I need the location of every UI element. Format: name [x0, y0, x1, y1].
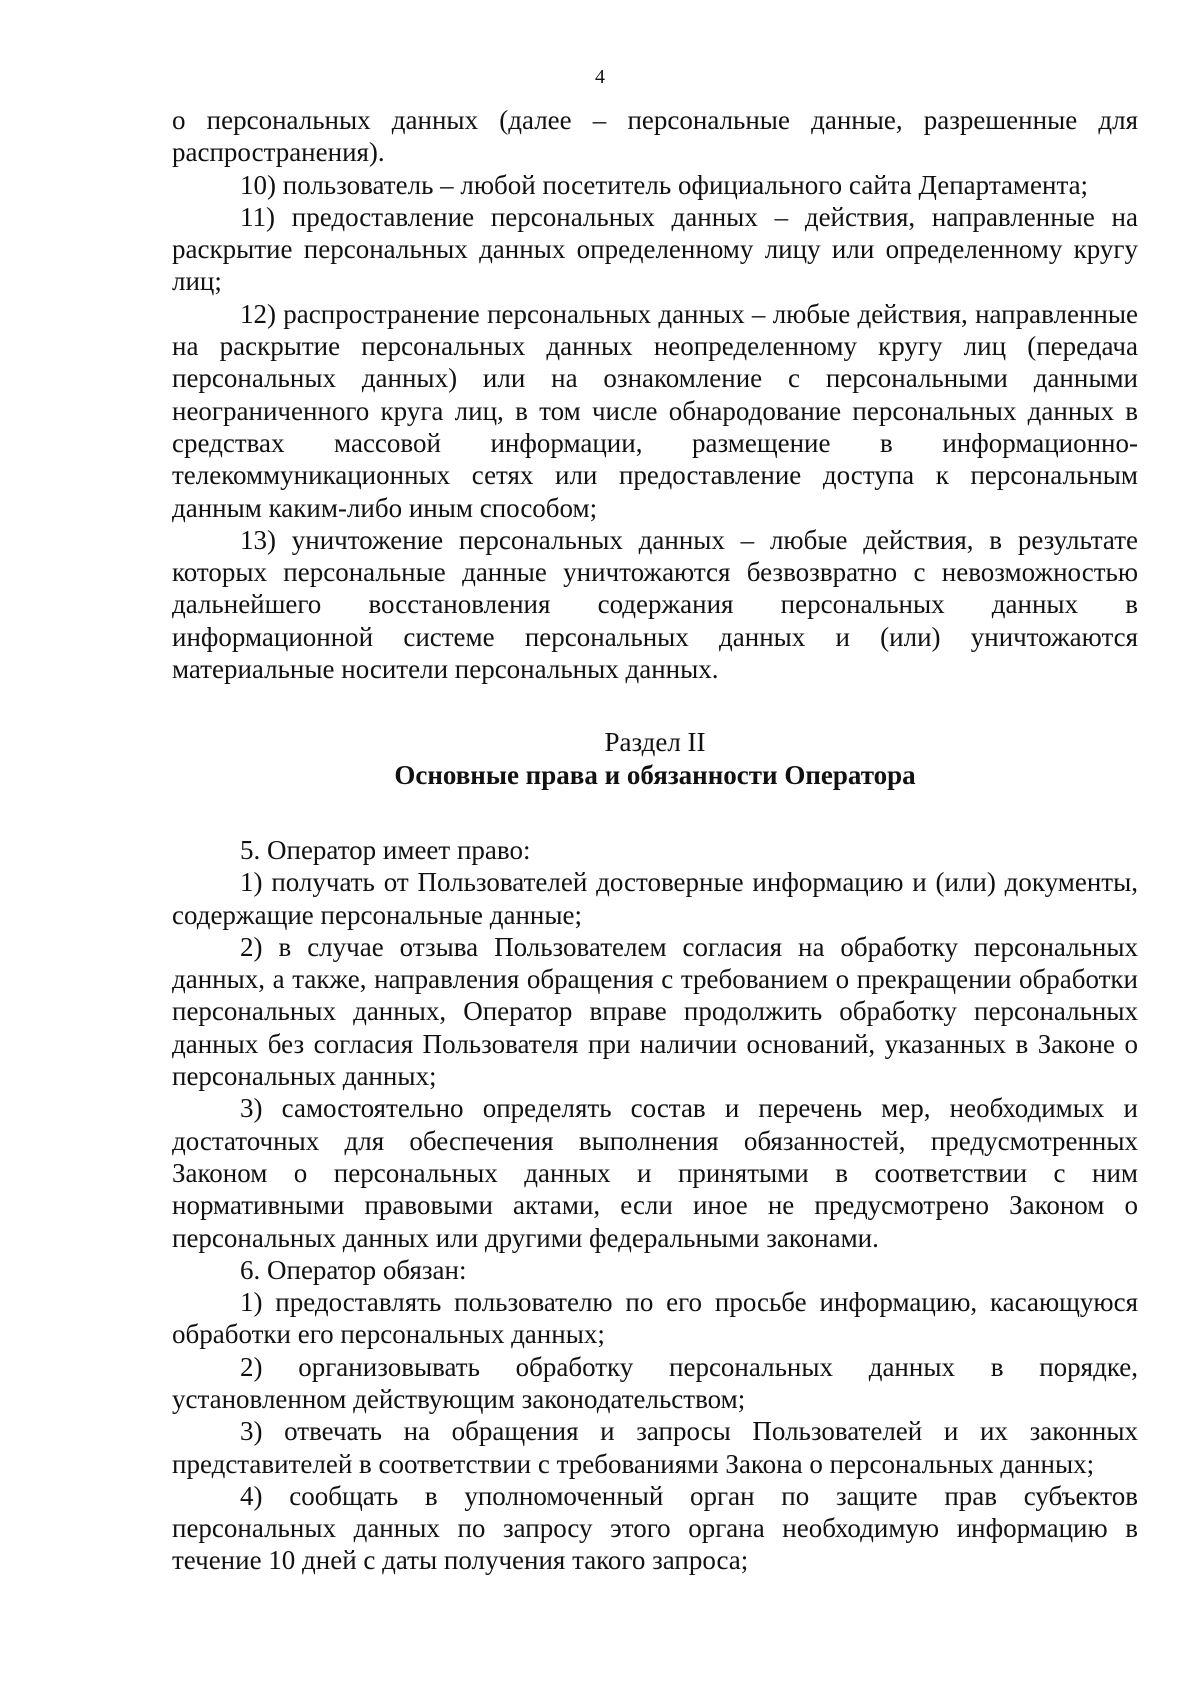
section-title: Основные права и обязанности Оператора: [394, 759, 916, 790]
definition-item-12: 12) распространение персональных данных – любые действия, направленные на раскрытие персональных данных неопределенному кругу лиц (передача персональных данных) или на ознакомление с персональными данными неограниченного круга лиц, в том числе обнародование персональных данных в средствах массовой информации, размещение в информационно-телекоммуникационных сетях или предоставление доступа к персональным данным каким-либо иным способом;: [172, 298, 1138, 523]
section-heading: [172, 726, 1138, 791]
duties-item-1: 1) предоставлять пользователю по его просьбе информацию, касающуюся обработки его персональных данных;: [172, 1287, 1138, 1350]
page-number: 4: [595, 66, 605, 88]
duties-item-3: 3) отвечать на обращения и запросы Пользователей и их законных представителей в соответствии с требованиями Закона о персональных данных;: [172, 1416, 1138, 1479]
duties-item-4: 4) сообщать в уполномоченный орган по защите прав субъектов персональных данных по запросу этого органа необходимую информацию в течение 10 дней с даты получения такого запроса;: [172, 1480, 1138, 1576]
duties-lead: 6. Оператор обязан:: [240, 1254, 467, 1285]
definition-item-10: 10) пользователь – любой посетитель официального сайта Департамента;: [240, 169, 1089, 200]
definition-item-13: 13) уничтожение персональных данных – любые действия, в результате которых персональные данные уничтожаются безвозвратно с невозможностью дальнейшего восстановления содержания персональных данных в информационной системе персональных данных и (или) уничтожаются материальные носители персональных данных.: [172, 524, 1138, 685]
definition-item-11: 11) предоставление персональных данных – действия, направленные на раскрытие персональных данных определенному лицу или определенному кругу лиц;: [172, 201, 1138, 297]
rights-item-2: 2) в случае отзыва Пользователем согласия на обработку персональных данных, а также, направления обращения с требованием о прекращении обработки персональных данных, Оператор вправе продолжить обработку персональных данных без согласия Пользователя при наличии оснований, указанных в Законе о персональных данных;: [172, 931, 1138, 1092]
paragraph-continuation: о персональных данных (далее – персональные данные, разрешенные для распространения).: [172, 105, 1138, 168]
rights-item-3: 3) самостоятельно определять состав и перечень мер, необходимых и достаточных для обеспечения выполнения обязанностей, предусмотренных Законом о персональных данных и принятыми в соответствии с ним нормативными правовыми актами, если иное не предусмотрено Законом о персональных данных или другими федеральными законами.: [172, 1093, 1138, 1253]
rights-item-1: 1) получать от Пользователей достоверные информацию и (или) документы, содержащие персональные данные;: [172, 867, 1138, 930]
document-body: [172, 104, 1138, 1577]
section-label: Раздел II: [604, 727, 706, 758]
rights-lead: 5. Оператор имеет право:: [240, 834, 531, 865]
duties-item-2: 2) организовывать обработку персональных данных в порядке, установленном действующим законодательством;: [172, 1351, 1138, 1414]
